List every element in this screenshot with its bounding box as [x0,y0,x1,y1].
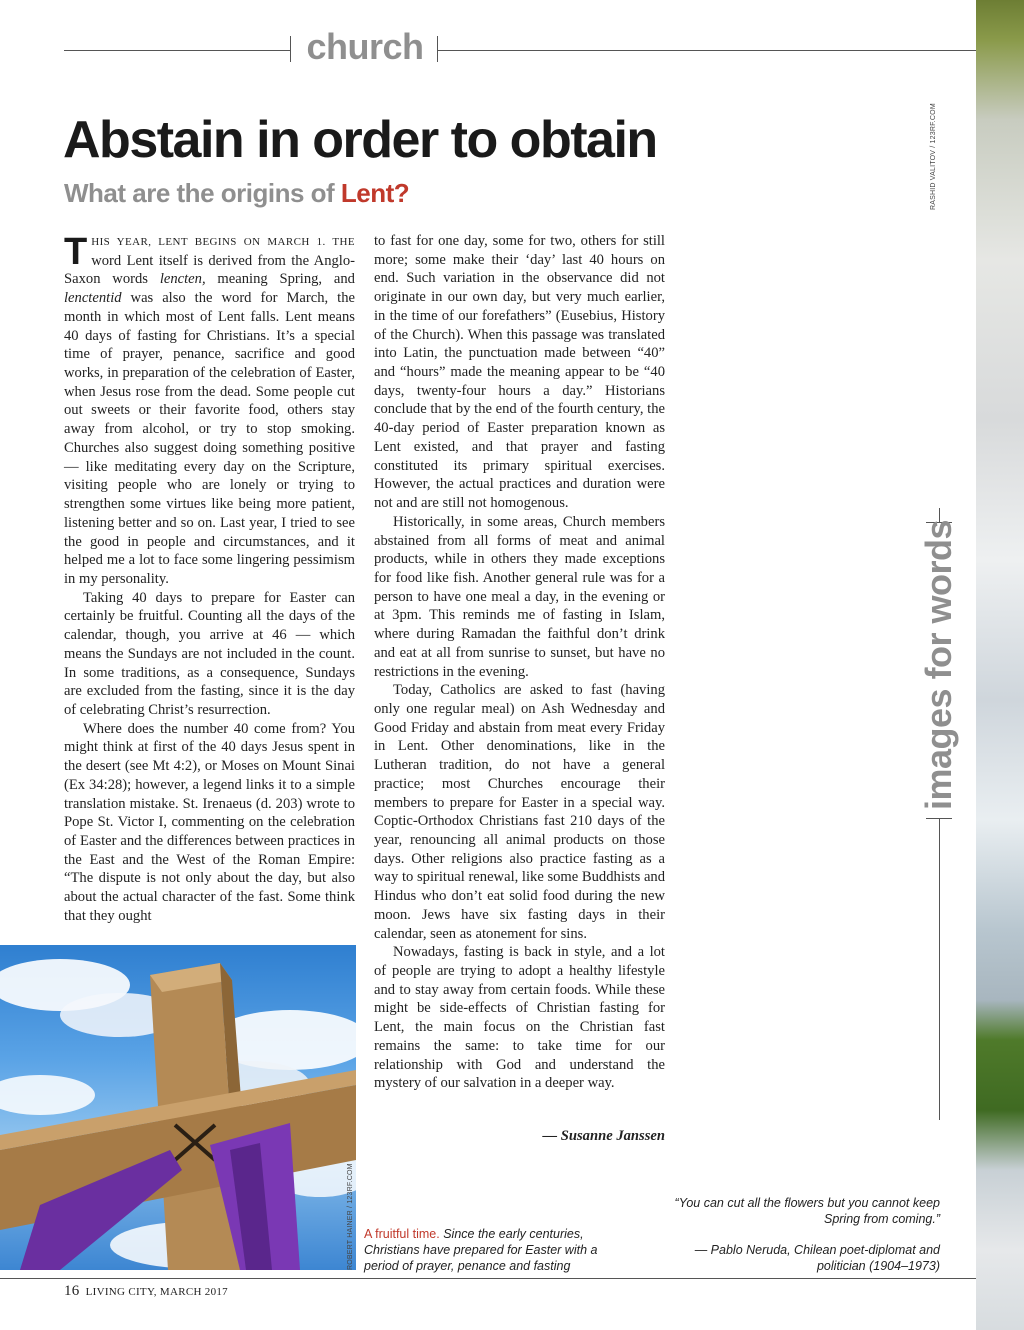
article-column-2 [374,232,665,1093]
article-author: — Susanne Janssen [542,1128,665,1144]
header-rule-right [437,50,976,51]
subhead-text: What are the origins of [64,178,341,208]
paragraph: Taking 40 days to prepare for Easter can certainly be fruitful. Counting all the days of the calendar, though, you arrive at 46 — which means the Sundays are not included in the count. In some traditions, as a consequence, Sundays are excluded from the fasting, since it is the day of celebrating Christ’s resurrection. [64,589,355,718]
drop-cap: T [64,231,88,273]
quote-attribution: — Pablo Neruda, Chilean poet-diplomat and politician (1904–1973) [694,1243,940,1273]
paragraph: Where does the number 40 come from? You might think at first of the 40 days Jesus spent in the desert (see Mt 4:2), or Moses on Mount Sinai (Ex 34:28); however, a legend links it to a simple translation mistake. St. Irenaeus (d. 203) wrote to Pope St. Victor I, commenting on the celebration of Easter and the differences between practices in the East and the West of the Roman Empire: “The dispute is not only about the day, but also about the actual character of the fast. Some think that they ought [64,720,355,924]
section-label: church [306,26,424,67]
paragraph: Historically, in some areas, Church members abstained from all forms of meat and animal products, while in others they made exceptions for food like fish. Another general rule was for a person to have one meal a day, in the evening or at 3pm. This reminds me of fasting in Islam, where during Ramadan the faithful don’t drink and eat at all from sunrise to sunset, but have no restrictions in the evening. [374,513,665,680]
paragraph-text: meaning Spring, and [205,271,355,288]
page-number: 16 [64,1283,80,1299]
photo-credit: ROBERT HAINER / 123RF.COM [347,1163,354,1270]
header-rule-tick [290,36,291,62]
paragraph-text: word Lent itself is derived from the Anglo-Saxon words [64,252,355,288]
paragraph [64,232,355,589]
sidebar-vertical-label: images for words [918,519,959,810]
side-decorative-photo [976,0,1024,1330]
paragraph: Today, Catholics are asked to fast (having only one regular meal) on Ash Wednesday and Good Friday and abstain from meat every Friday in Lent. Other denominations, like in the Lutheran tradition, do not have a general practice; most Churches encourage their members to prepare for Easter in a special way. Coptic-Orthodox Christians fast 210 days of the year, renouncing all animal products on those days. Other religions also practice fasting as a way to spiritual renewal, like some Buddhists and Hindus who don’t eat solid food during the new moon. Jews have six fasting days in their calendar, seen as atonement for sins. [374,682,666,942]
paragraph: Nowadays, fasting is back in style, and a lot of people are trying to adopt a healthy lifestyle and to stay away from certain foods. While these might be side-effects of Christian fasting for Lent, the main focus on the Christian fast remains the same: to take time for our relationship with God and understand the mystery of our salvation in a deeper way. [374,944,665,1092]
page-footer [64,1283,228,1300]
photo-credit: RASHID VALITOV / 123RF.COM [930,103,937,210]
publication-info: LIVING CITY, MARCH 2017 [85,1286,228,1298]
header-rule-left [64,50,290,51]
italic-term: lenctentid [64,290,122,307]
header-rule-tick [437,36,438,62]
article-subhead [64,176,764,210]
footer-rule [0,1278,976,1279]
opening-smallcaps: HIS YEAR, LENT BEGINS ON MARCH 1. THE [91,236,355,248]
paragraph: to fast for one day, some for two, others for still more; some make their ‘day’ last 40 hours on end. Such variation in the observance did not originate in our own day, but very much earlier, in the time of our forefathers” (Eusebius, History of the Church). When this passage was translated into Latin, the punctuation made between “40” and “hours” made the meaning appear to be “40 days, twenty-four hours a day.” Historians conclude that by the end of the fourth century, the 40-day period of Easter preparation known as Lent existed, and that prayer and fasting constituted its primary spiritual exercises. However, the actual practices and duration were not and are still not homogenous. [374,233,665,512]
cross-photo [0,945,356,1270]
caption-text: Since the early centuries, Christians have prepared for Easter with a period of prayer, penance and fasting [364,1227,598,1273]
subhead-accent: Lent? [340,178,410,208]
vertical-rule [939,818,940,1120]
photo-caption [364,1226,624,1274]
caption-lead: A fruitful time. [364,1227,440,1241]
article-column-1 [64,232,355,926]
italic-term: lencten, [159,271,206,288]
cross-illustration [0,945,356,1270]
article-headline: Abstain in order to obtain [63,111,657,169]
paragraph-text: was also the word for March, the month in which most of Lent falls. Lent means 40 days of fasting for Christians. It’s a special time of prayer, penance, sacrifice and good works, in preparation of the celebration of Easter, when Jesus rose from the dead. Some people cut out sweets or their favorite food, others stay away from alcohol, or try to stop smoking. Churches also suggest doing something positive — like meditating every day on the Scripture, visiting people who are lonely or trying to strengthen some virtues like being more patient, listening better and so on. Last year, I tried to see the good in people and circumstances, and it helped me a lot to face some lingering pessimism in my personality. [64,290,355,587]
pull-quote: “You can cut all the flowers but you cannot keep Spring from coming.” [674,1196,940,1226]
